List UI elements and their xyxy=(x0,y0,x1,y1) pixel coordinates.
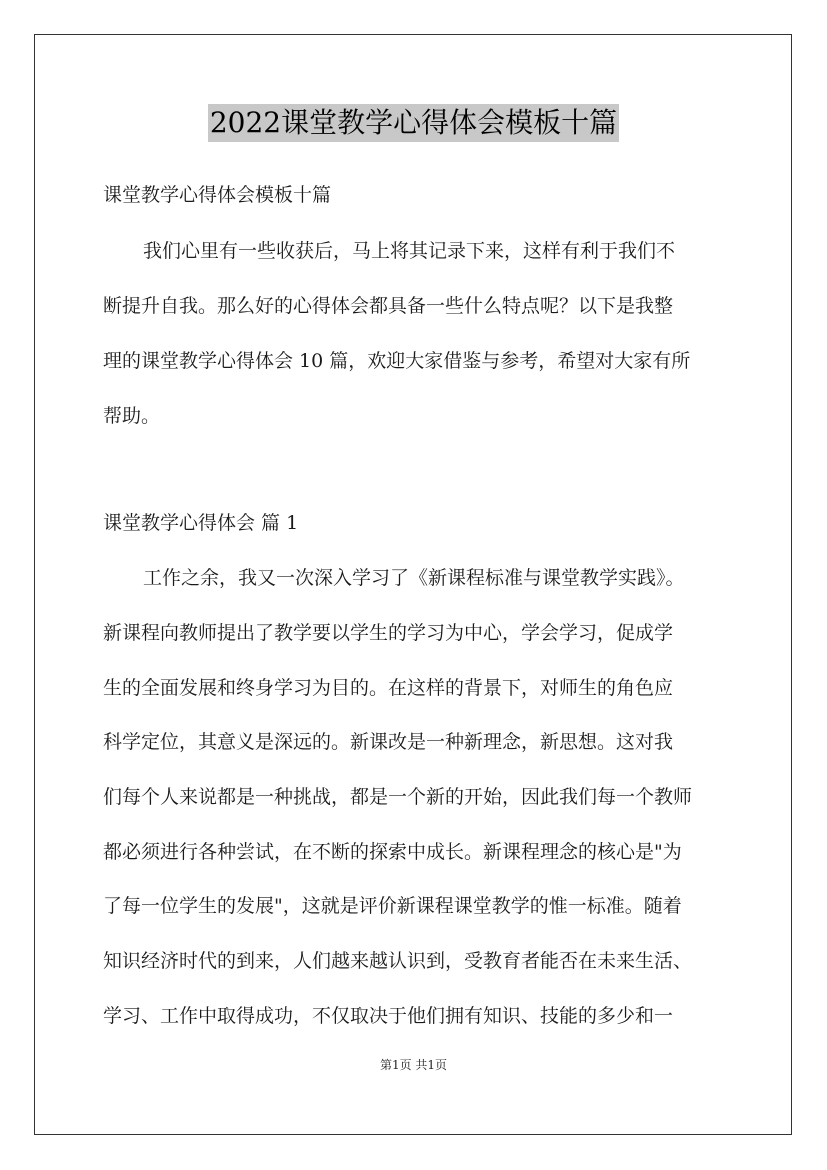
intro-line-2: 断提升自我。那么好的心得体会都具备一些什么特点呢？以下是我整 xyxy=(103,295,674,317)
body-line-2: 新课程向教师提出了教学要以学生的学习为中心，学会学习，促成学 xyxy=(103,622,674,644)
body-line-8: 知识经济时代的到来，人们越来越认识到，受教育者能否在未来生活、 xyxy=(103,950,693,972)
title-container xyxy=(0,104,827,142)
body-line-9: 学习、工作中取得成功，不仅取决于他们拥有知识、技能的多少和一 xyxy=(103,1005,674,1027)
section-heading: 课堂教学心得体会 篇 1 xyxy=(103,512,299,534)
body-line-4: 科学定位，其意义是深远的。新课改是一种新理念，新思想。这对我 xyxy=(103,731,674,753)
body-line-5: 们每个人来说都是一种挑战，都是一个新的开始，因此我们每一个教师 xyxy=(103,786,693,808)
intro-line-1: 我们心里有一些收获后，马上将其记录下来，这样有利于我们不 xyxy=(143,240,676,262)
intro-line-4: 帮助。 xyxy=(103,405,161,427)
body-line-7: 了每一位学生的发展"，这就是评价新课程课堂教学的惟一标准。随着 xyxy=(103,895,682,917)
document-title: 2022课堂教学心得体会模板十篇 xyxy=(208,104,619,142)
body-line-6: 都必须进行各种尝试，在不断的探索中成长。新课程理念的核心是"为 xyxy=(103,841,682,863)
intro-line-3: 理的课堂教学心得体会 10 篇，欢迎大家借鉴与参考，希望对大家有所 xyxy=(103,350,691,372)
body-line-1: 工作之余，我又一次深入学习了《新课程标准与课堂教学实践》。 xyxy=(143,567,685,589)
document-subtitle: 课堂教学心得体会模板十篇 xyxy=(103,184,332,206)
body-line-3: 生的全面发展和终身学习为目的。在这样的背景下，对师生的角色应 xyxy=(103,677,674,699)
page-footer: 第1页 共1页 xyxy=(379,1058,448,1072)
